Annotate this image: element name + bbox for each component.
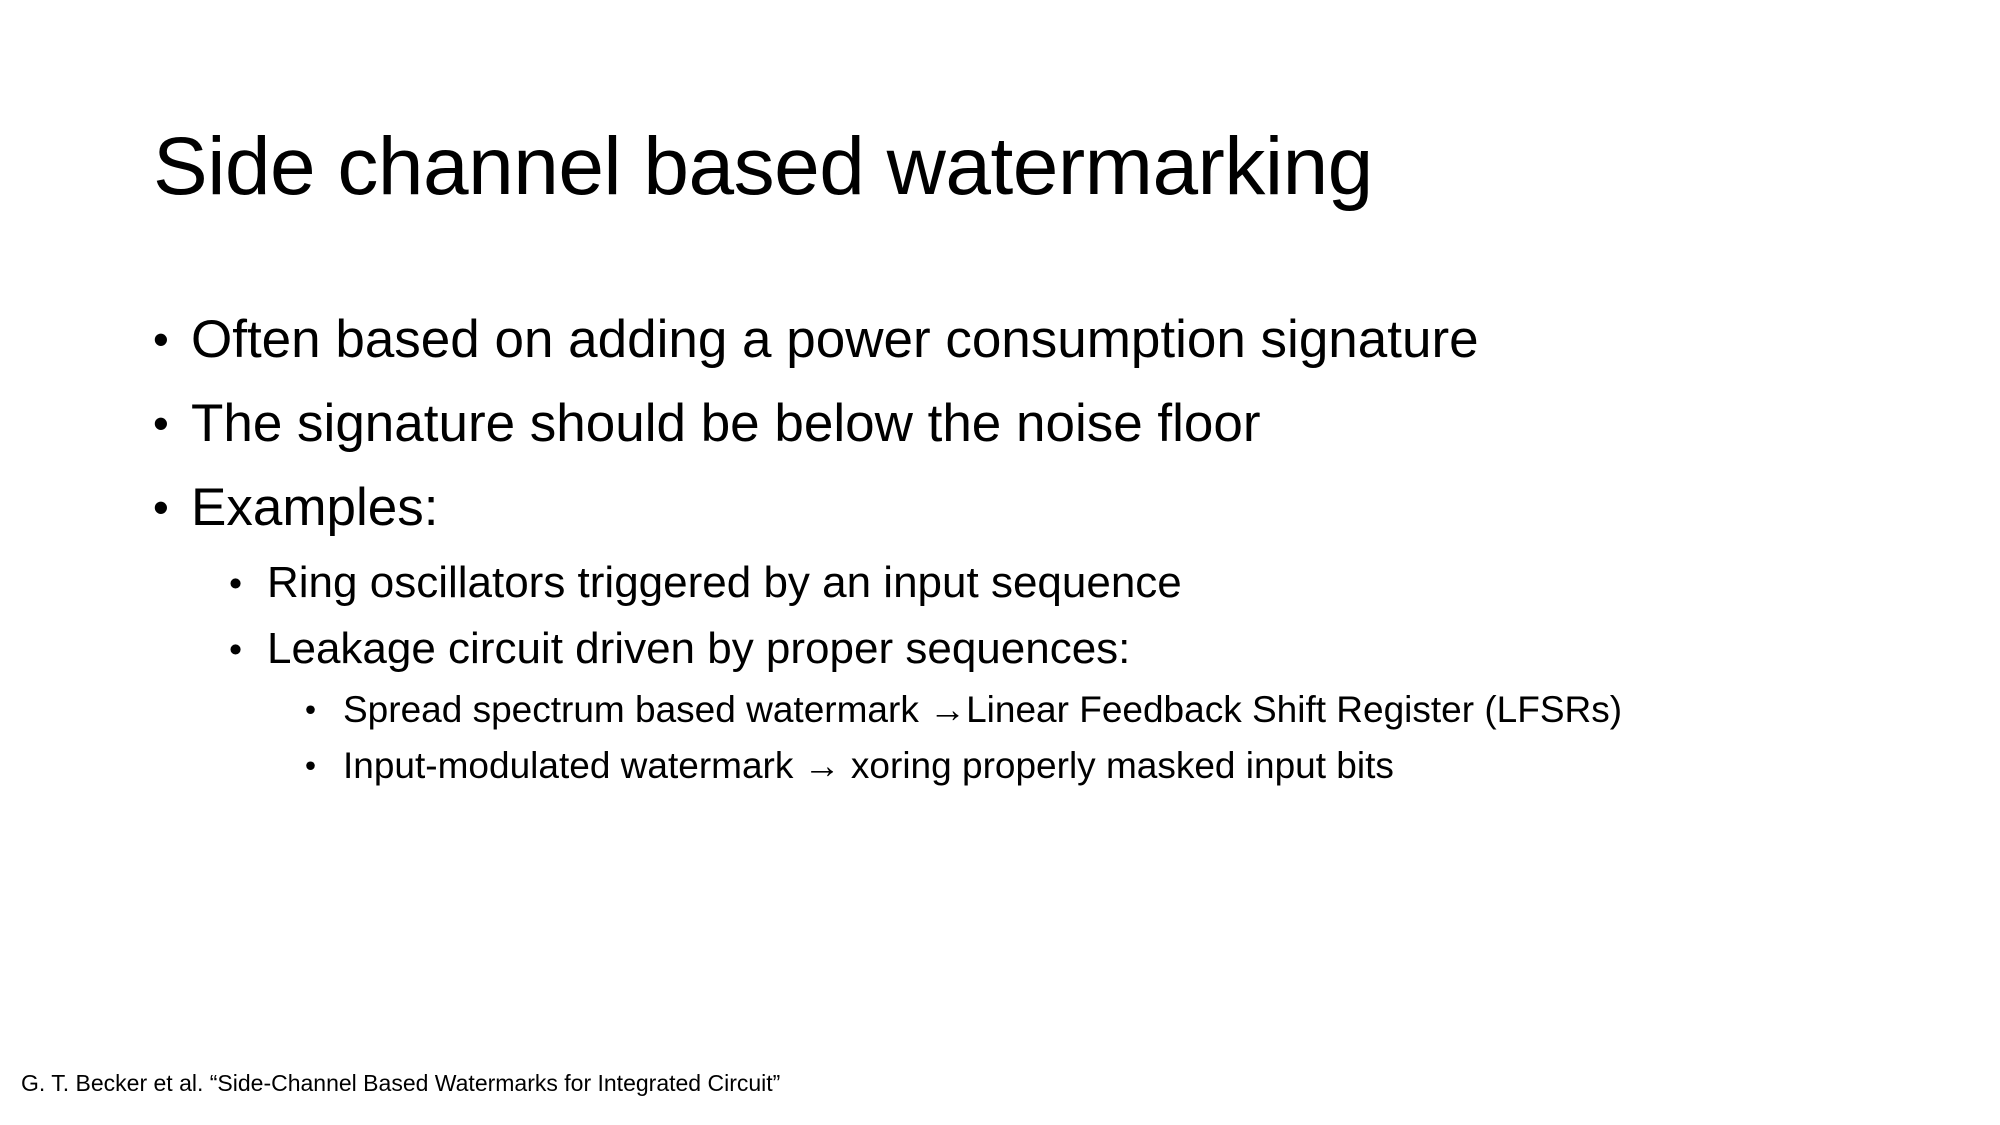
sub-sub-bullet-item bbox=[153, 682, 1622, 738]
bullet-list bbox=[153, 298, 1622, 794]
bullet-icon: • bbox=[229, 628, 243, 670]
slide-title: Side channel based watermarking bbox=[153, 121, 1373, 212]
sub-sub-bullet-text: Input-modulated watermark → xoring properly masked input bits bbox=[343, 745, 1394, 786]
bullet-text: The signature should be below the noise floor bbox=[191, 394, 1261, 453]
sub-bullet-item bbox=[153, 550, 1622, 616]
bullet-text: Often based on adding a power consumption signature bbox=[191, 310, 1479, 369]
sub-sub-bullet-text: Spread spectrum based watermark →Linear Feedback Shift Register (LFSRs) bbox=[343, 689, 1623, 730]
sub-bullet-item bbox=[153, 616, 1622, 682]
sub-bullet-text: Ring oscillators triggered by an input sequence bbox=[267, 558, 1182, 607]
bullet-item bbox=[153, 382, 1622, 466]
bullet-item bbox=[153, 298, 1622, 382]
bullet-icon: • bbox=[153, 398, 169, 449]
bullet-item bbox=[153, 466, 1622, 550]
bullet-icon: • bbox=[153, 314, 169, 365]
bullet-icon: • bbox=[305, 748, 317, 783]
citation-footnote: G. T. Becker et al. “Side-Channel Based Watermarks for Integrated Circuit” bbox=[21, 1070, 781, 1096]
bullet-icon: • bbox=[305, 692, 317, 727]
sub-sub-bullet-item bbox=[153, 738, 1622, 794]
bullet-icon: • bbox=[153, 482, 169, 533]
sub-bullet-text: Leakage circuit driven by proper sequences: bbox=[267, 624, 1131, 673]
bullet-icon: • bbox=[229, 562, 243, 604]
bullet-text: Examples: bbox=[191, 478, 439, 537]
